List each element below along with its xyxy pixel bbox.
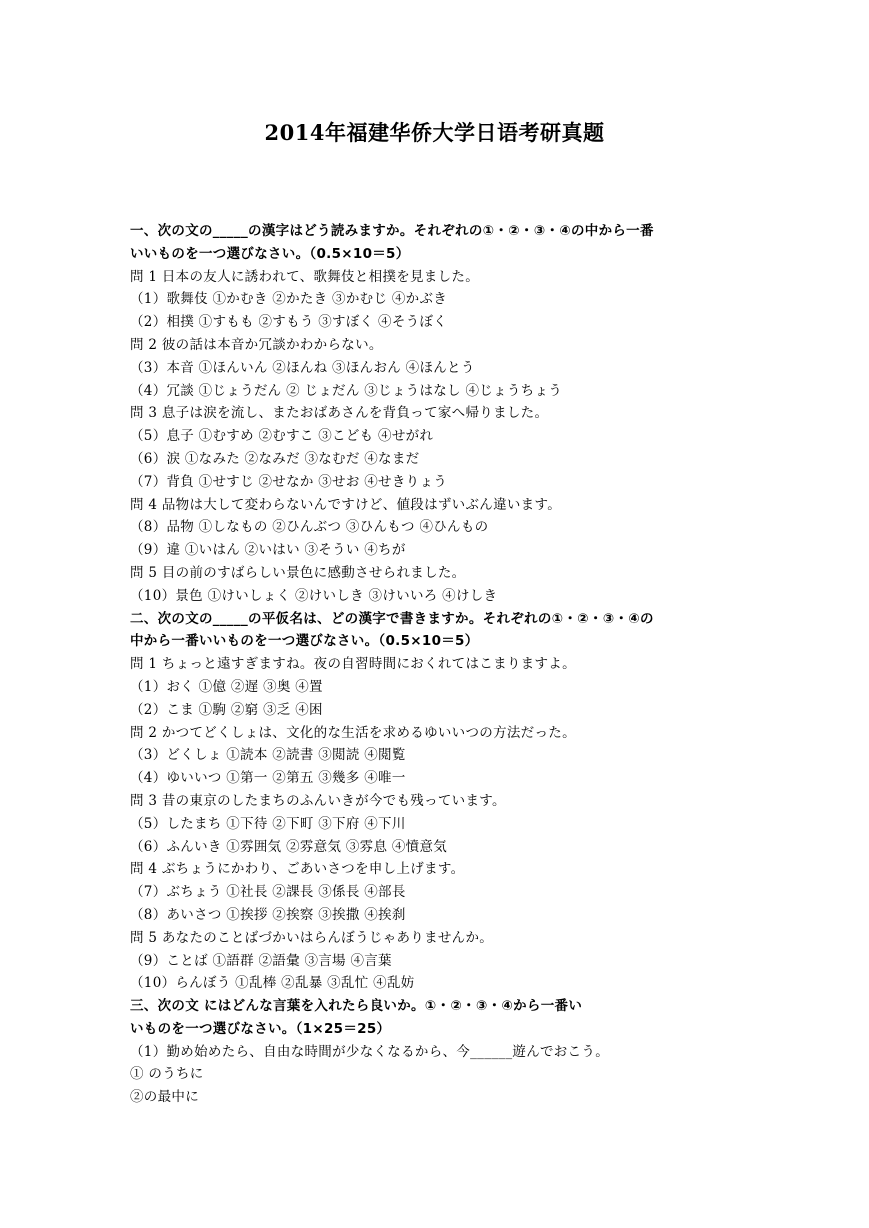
text-line: 問 5 あなたのことばづかいはらんぼうじゃありませんか。 xyxy=(130,929,494,946)
text-line: 問 1 ちょっと遠すぎますね。夜の自習時間におくれてはこまりますよ。 xyxy=(130,656,576,673)
text-line: 問 5 目の前のすばらしい景色に感動させられました。 xyxy=(130,564,466,581)
text-line: （4）冗談 ①じょうだん ② じょだん ③じょうはなし ④じょうちょう xyxy=(130,382,563,399)
text-line: 問 4 品物は大して変わらないんですけど、値段はずいぶん違います。 xyxy=(130,496,561,513)
text-line: （1）勤め始めたら、自由な時間が少なくなるから、今______遊んでおこう。 xyxy=(130,1043,609,1060)
section-heading-line: 三、次の文 にはどんな言葉を入れたら良いか。①・②・③・④から一番い xyxy=(130,998,583,1015)
text-line: （5）したまち ①下待 ②下町 ③下府 ④下川 xyxy=(130,815,406,832)
text-line: （9）違 ①いはん ②いはい ③そうい ④ちが xyxy=(130,542,406,559)
text-line: （7）ぶちょう ①社長 ②課長 ③係長 ④部長 xyxy=(130,884,406,901)
text-line: 問 2 かつてどくしょは、文化的な生活を求めるゆいいつの方法だった。 xyxy=(130,724,576,741)
text-line: （6）ふんいき ①雰囲気 ②雰意気 ③雰息 ④憤意気 xyxy=(130,838,448,855)
text-line: （6）涙 ①なみた ②なみだ ③なむだ ④なまだ xyxy=(130,450,420,467)
text-line: （9）ことば ①語群 ②語彙 ③言場 ④言葉 xyxy=(130,952,392,969)
text-line: ① のうちに xyxy=(130,1066,204,1083)
section-heading-line: 一、次の文の_____の漢字はどう読みますか。それぞれの①・②・③・④の中から一番 xyxy=(130,223,654,239)
text-line: （3）本音 ①ほんいん ②ほんね ③ほんおん ④ほんとう xyxy=(130,359,475,376)
page-title: 2014年福建华侨大学日语考研真题 xyxy=(264,120,605,145)
section-heading-line: いいものを一つ選びなさい。（0.5×10＝5） xyxy=(130,245,410,262)
text-line: ②の最中に xyxy=(130,1089,199,1106)
text-line: （1）おく ①億 ②遅 ③奥 ④置 xyxy=(130,678,323,695)
text-line: （5）息子 ①むすめ ②むすこ ③こども ④せがれ xyxy=(130,428,434,445)
text-line: （8）品物 ①しなもの ②ひんぶつ ③ひんもつ ④ひんもの xyxy=(130,519,489,536)
text-line: 問 4 ぶちょうにかわり、ごあいさつを申し上げます。 xyxy=(130,861,465,878)
text-line: （10）景色 ①けいしょく ②けいしき ③けいいろ ④けしき xyxy=(130,587,498,604)
text-line: 問 1 日本の友人に誘われて、歌舞伎と相撲を見ました。 xyxy=(130,268,480,285)
text-line: （2）相撲 ①すもも ②すもう ③すぼく ④そうぼく xyxy=(130,314,448,331)
text-line: （8）あいさつ ①挨拶 ②挨察 ③挨撒 ④挨刹 xyxy=(130,906,406,923)
text-line: （1）歌舞伎 ①かむき ②かたき ③かむじ ④かぶき xyxy=(130,291,448,308)
exam-content xyxy=(130,220,730,1109)
text-line: 問 3 息子は涙を流し、またおばあさんを背負って家へ帰りました。 xyxy=(130,405,549,422)
text-line: （4）ゆいいつ ①第一 ②第五 ③幾多 ④唯一 xyxy=(130,770,406,787)
section-heading-line: 二、次の文の_____の平仮名は、どの漢字で書きますか。それぞれの①・②・③・④の xyxy=(130,610,654,627)
text-line: （10）らんぼう ①乱棒 ②乱暴 ③乱忙 ④乱妨 xyxy=(130,975,415,992)
text-line: 問 2 彼の話は本音か冗談かわからない。 xyxy=(130,336,383,353)
section-heading-line: 中から一番いいものを一つ選びなさい。（0.5×10＝5） xyxy=(130,633,479,650)
text-line: （7）背負 ①せすじ ②せなか ③せお ④せきりょう xyxy=(130,473,448,490)
section-heading-line: いものを一つ選びなさい。（1×25＝25） xyxy=(130,1020,391,1037)
text-line: （2）こま ①駒 ②窮 ③乏 ④困 xyxy=(130,701,323,718)
text-line: 問 3 昔の東京のしたまちのふんいきが今でも残っています。 xyxy=(130,792,506,809)
text-line: （3）どくしょ ①読本 ②読書 ③閲読 ④閲覧 xyxy=(130,747,406,764)
